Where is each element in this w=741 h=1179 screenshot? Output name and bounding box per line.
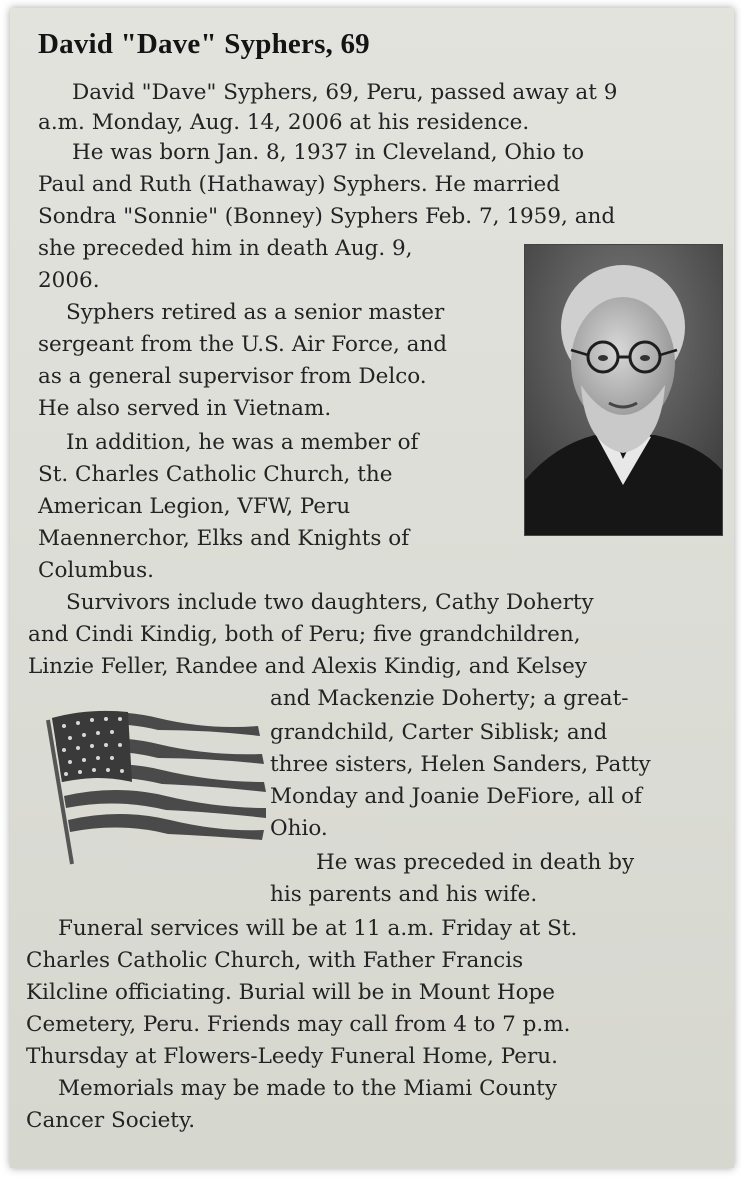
text-line: Monday and Joanie DeFiore, all of — [270, 784, 642, 809]
text-line: Funeral services will be at 11 a.m. Friday at St. — [58, 916, 578, 941]
text-line: his parents and his wife. — [270, 882, 538, 907]
text-line: He was born Jan. 8, 1937 in Cleveland, Ohio to — [72, 140, 585, 165]
text-line: He also served in Vietnam. — [38, 396, 332, 421]
text-line: grandchild, Carter Siblisk; and — [270, 720, 608, 745]
text-line: Memorials may be made to the Miami County — [58, 1076, 557, 1101]
text-line: Survivors include two daughters, Cathy Doherty — [66, 590, 594, 615]
text-line: she preceded him in death Aug. 9, — [38, 236, 413, 261]
portrait-photo — [524, 244, 723, 536]
text-line: a.m. Monday, Aug. 14, 2006 at his residence. — [38, 110, 530, 135]
text-line: Cemetery, Peru. Friends may call from 4 to 7 p.m. — [26, 1012, 571, 1037]
text-line: as a general supervisor from Delco. — [38, 364, 427, 389]
text-line: Linzie Feller, Randee and Alexis Kindig, and Kelsey — [28, 654, 588, 679]
text-line: Syphers retired as a senior master — [66, 300, 445, 325]
newspaper-clipping — [10, 8, 734, 1168]
text-line: Thursday at Flowers-Leedy Funeral Home, Peru. — [26, 1044, 558, 1069]
text-line: and Cindi Kindig, both of Peru; five grandchildren, — [28, 622, 581, 647]
text-line: and Mackenzie Doherty; a great- — [270, 686, 629, 711]
text-line: three sisters, Helen Sanders, Patty — [270, 752, 651, 777]
text-line: sergeant from the U.S. Air Force, and — [38, 332, 448, 357]
text-line: Paul and Ruth (Hathaway) Syphers. He married — [38, 172, 560, 197]
text-line: Maennerchor, Elks and Knights of — [38, 526, 410, 551]
text-line: St. Charles Catholic Church, the — [38, 462, 393, 487]
text-line: American Legion, VFW, Peru — [38, 494, 351, 519]
text-line: He was preceded in death by — [316, 850, 635, 875]
text-line: David "Dave" Syphers, 69, Peru, passed away at 9 — [72, 80, 618, 105]
text-line: Cancer Society. — [26, 1108, 196, 1133]
text-line: Columbus. — [38, 558, 154, 583]
text-line: In addition, he was a member of — [66, 430, 419, 455]
text-line: Ohio. — [270, 816, 328, 841]
text-line: Sondra "Sonnie" (Bonney) Syphers Feb. 7, 1959, and — [38, 204, 616, 229]
text-line: Charles Catholic Church, with Father Francis — [26, 948, 524, 973]
american-flag-icon — [28, 696, 276, 874]
text-line: 2006. — [38, 268, 100, 293]
text-line: Kilcline officiating. Burial will be in Mount Hope — [26, 980, 556, 1005]
obituary-headline: David "Dave" Syphers, 69 — [38, 28, 370, 60]
portrait-illustration — [525, 245, 722, 535]
